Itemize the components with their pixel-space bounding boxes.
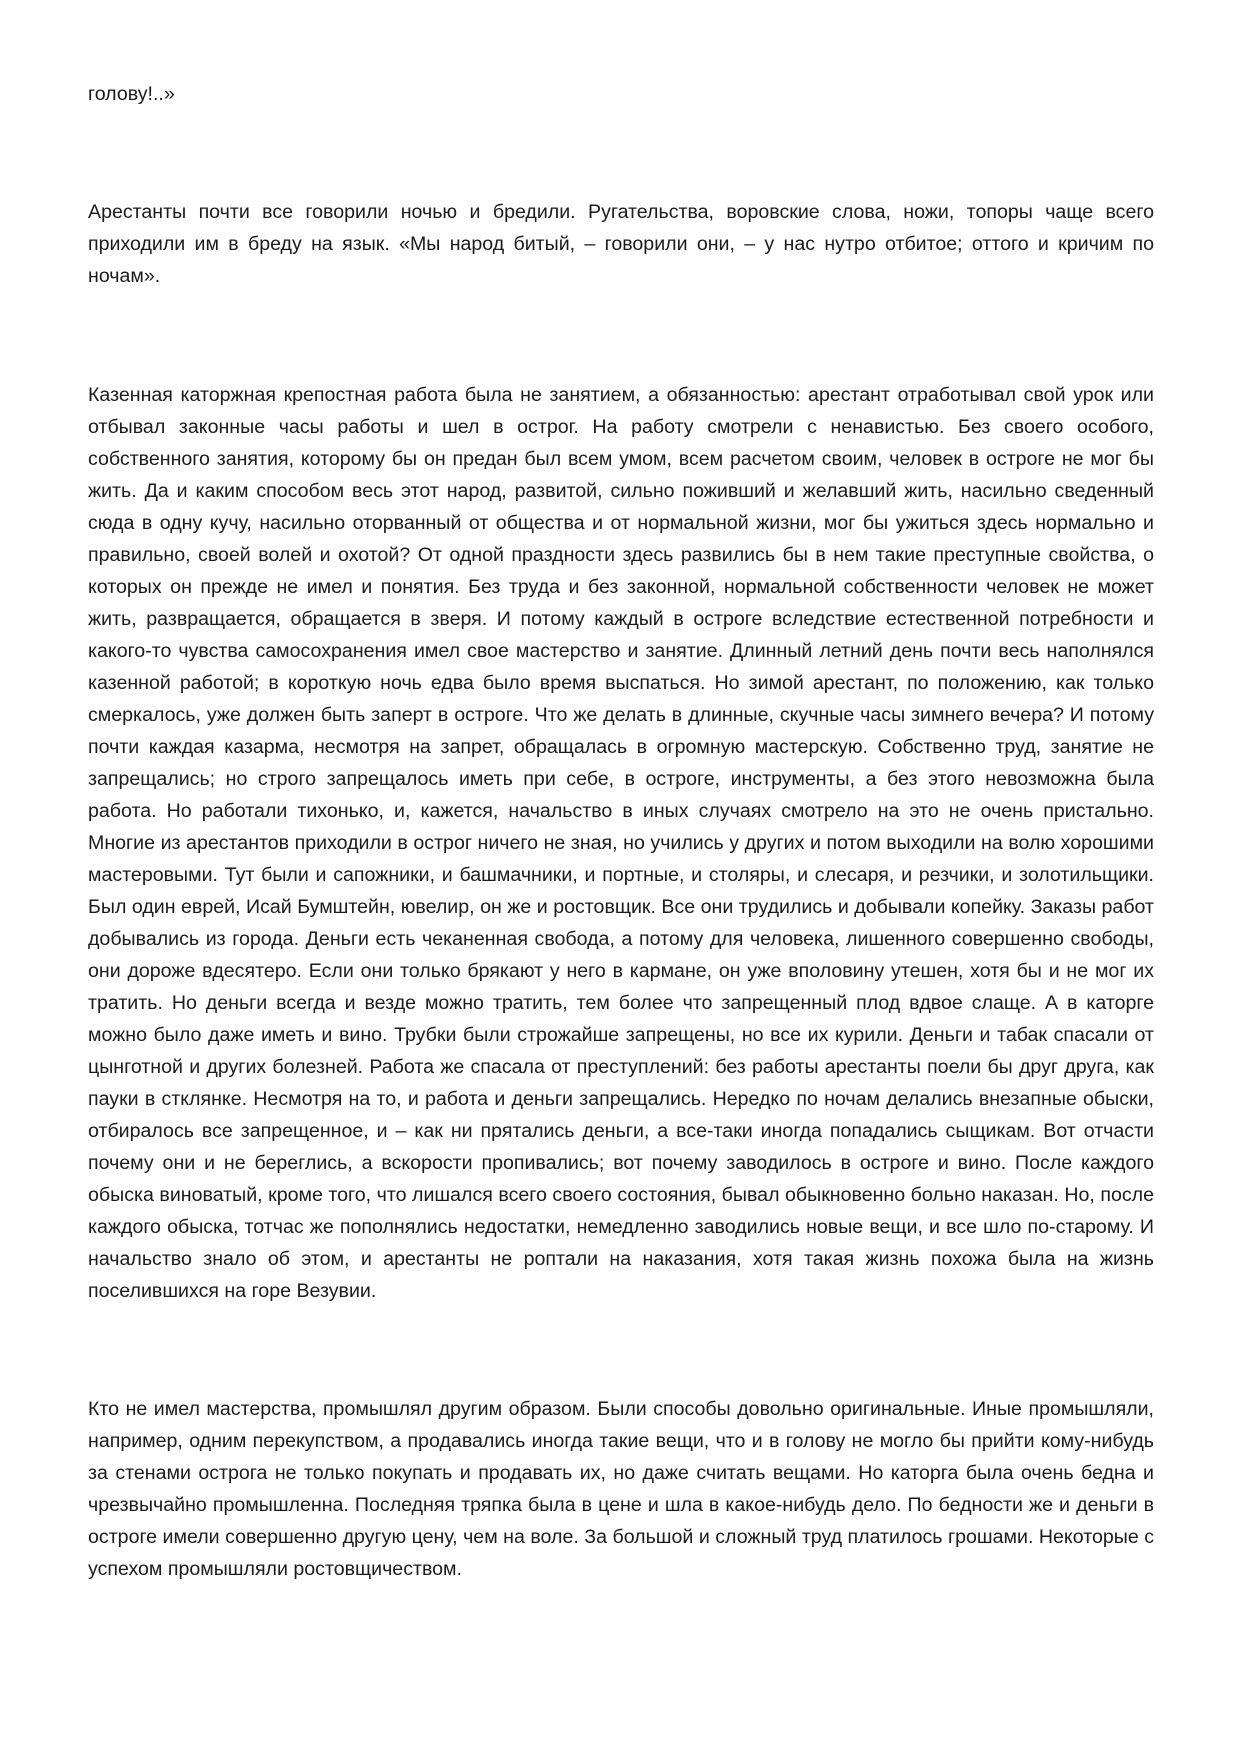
document-page bbox=[88, 78, 1154, 1585]
paragraph-spacer bbox=[88, 110, 1154, 196]
paragraph-forced-labor: Казенная каторжная крепостная работа была не занятием, а обязанностью: арестант отработывал свой урок или отбывал законные часы работы и шел в острог. На работу смотрели с ненавистью. Без своего особого, собственного занятия, которому бы он предан был всем умом, всем расчетом своим, человек в остроге не мог бы жить. Да и каким способом весь этот народ, развитой, сильно поживший и желавший жить, насильно сведенный сюда в одну кучу, насильно оторванный от общества и от нормальной жизни, мог бы ужиться здесь нормально и правильно, своей волей и охотой? От одной праздности здесь развились бы в нем такие преступные свойства, о которых он прежде не имел и понятия. Без труда и без законной, нормальной собственности человек не может жить, развращается, обращается в зверя. И потому каждый в остроге вследствие естественной потребности и какого-то чувства самосохранения имел свое мастерство и занятие. Длинный летний день почти весь наполнялся казенной работой; в короткую ночь едва было время выспаться. Но зимой арестант, по положению, как только смеркалось, уже должен быть заперт в остроге. Что же делать в длинные, скучные часы зимнего вечера? И потому почти каждая казарма, несмотря на запрет, обращалась в огромную мастерскую. Собственно труд, занятие не запрещались; но строго запрещалось иметь при себе, в остроге, инструменты, а без этого невозможна была работа. Но работали тихонько, и, кажется, начальство в иных случаях смотрело на это не очень пристально. Многие из арестантов приходили в острог ничего не зная, но учились у других и потом выходили на волю хорошими мастеровыми. Тут были и сапожники, и башмачники, и портные, и столяры, и слесаря, и резчики, и золотильщики. Был один еврей, Исай Бумштейн, ювелир, он же и ростовщик. Все они трудились и добывали копейку. Заказы работ добывались из города. Деньги есть чеканенная свобода, а потому для человека, лишенного совершенно свободы, они дороже вдесятеро. Если они только брякают у него в кармане, он уже вполовину утешен, хотя бы и не мог их тратить. Но деньги всегда и везде можно тратить, тем более что запрещенный плод вдвое слаще. А в каторге можно было даже иметь и вино. Трубки были строжайше запрещены, но все их курили. Деньги и табак спасали от цынготной и других болезней. Работа же спасала от преступлений: без работы арестанты поели бы друг друга, как пауки в стклянке. Несмотря на то, и работа и деньги запрещались. Нередко по ночам делались внезапные обыски, отбиралось все запрещенное, и – как ни прятались деньги, а все-таки иногда попадались сыщикам. Вот отчасти почему они и не береглись, а вскорости пропивались; вот почему заводилось в остроге и вино. После каждого обыска виноватый, кроме того, что лишался всего своего состояния, бывал обыкновенно больно наказан. Но, после каждого обыска, тотчас же пополнялись недостатки, немедленно заводились новые вещи, и все шло по-старому. И начальство знало об этом, и арестанты не роптали на наказания, хотя такая жизнь похожа была на жизнь поселившихся на горе Везувии. bbox=[88, 384, 1154, 1302]
paragraph-other-trades: Кто не имел мастерства, промышлял другим образом. Были способы довольно оригинальные. Иные промышляли, например, одним перекупством, а продавались иногда такие вещи, что и в голову не могло бы прийти кому-нибудь за стенами острога не только покупать и продавать их, но даже считать вещами. Но каторга была очень бедна и чрезвычайно промышленна. Последняя тряпка была в цене и шла в какое-нибудь дело. По бедности же и деньги в остроге имели совершенно другую цену, чем на воле. За большой и сложный труд платилось грошами. Некоторые с успехом промышляли ростовщичеством. bbox=[88, 1398, 1154, 1580]
paragraph-spacer bbox=[88, 292, 1154, 379]
paragraph-night-talk: Арестанты почти все говорили ночью и бредили. Ругательства, воровские слова, ножи, топоры чаще всего приходили им в бреду на язык. «Мы народ битый, – говорили они, – у нас нутро отбитое; оттого и кричим по ночам». bbox=[88, 201, 1154, 287]
paragraph-spacer bbox=[88, 1307, 1154, 1393]
paragraph-continuation: голову!..» bbox=[88, 83, 175, 105]
